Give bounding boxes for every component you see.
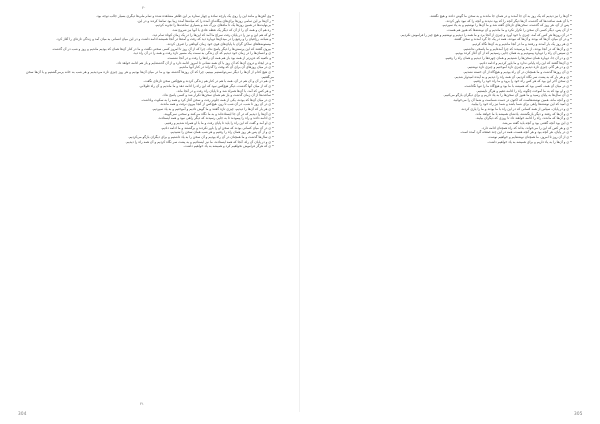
paragraph: • و ناصیه که عزیزتر از همه بود باز هم همه آن راه‌ها را رفت و در آنجا نشست. xyxy=(166,55,274,60)
paragraph: • آن‌ها را نیز دیدیم که یک روز به آن جا آمدند و در همان جا ماندند و به سخن ما گوش دادند و هیچ نگفتند. xyxy=(429,14,572,18)
right-folio: 305 xyxy=(574,411,583,416)
paragraph: • ی و هر بار که به پشت سر نگاه کردیم، آن همه راه را دیدیم و به آینده امیدوار شدیم. xyxy=(454,74,572,79)
right-page xyxy=(300,0,600,424)
page-number-top: ۲۰ xyxy=(142,6,146,10)
left-page-text xyxy=(26,14,274,394)
paragraph: • ی هیچ کدام از آن‌ها را دیگر نمی‌توانستیم ببینیم، چرا که آن روزها گذشته بود و ما در میان آن‌ها بودیم و هر روز چیزی تازه می‌دیدیم و هر شب به خانه برمی‌گشتیم و با آن‌ها سخن می‌گفتیم. xyxy=(26,69,274,79)
paragraph: • ی و انسان‌ها را در زمان خود دیدیم که آن زندگی به سمت یک مسیر تازه رفت و همه را در آن راه دید. xyxy=(132,51,274,56)
paragraph: • ی آن روزها گذشت و ما همچنان در آن راه بودیم و هیچ‌گاه از آن خسته نشدیم. xyxy=(463,69,572,74)
paragraph: • ی هر بار که آن‌ها را دیدیم، چیزی تازه گفتند و ما گوش دادیم و آموختیم و به یاد سپردیم. xyxy=(151,107,274,112)
paragraph: • ی و او بود که به ما آموخت چگونه راه را ادامه دهیم و هرگز نایستیم. xyxy=(476,88,572,93)
paragraph: • ی آن سال‌ها به پایان رسید و ما هنوز آن سخن‌ها را به یاد داریم و برای دیگران بازگو می‌کنیم. xyxy=(443,93,572,98)
paragraph: • ره هم آن و همه آن را از آن که دیگر یک نقطه عادی با آنها نیز شروع شد. xyxy=(171,27,274,32)
paragraph: • ی هر روز یک بار آمدند و رفتند و ما در آنجا ماندیم و به آن‌ها نگاه کردیم. xyxy=(471,41,572,46)
paragraph: • ر آن‌ها بر این تمامی روزها برای‌های بیگانه‌ای آمده را که میانه‌ها آمده زیبا بود تماشا کردند و در این. xyxy=(136,18,274,23)
paragraph: • بی‌نهایت‌ها در همین روزها یک تا ماه‌های بزرگ شد و بسیاری ساعت‌ها را تجربه کردیم. xyxy=(154,23,274,28)
paragraph: • ن هم در آن و آن هم در آن، همه با هم در کنار هم زندگی کردند و هیچ‌کس سخن تازه‌ای نگفت. xyxy=(143,79,274,84)
paragraph: • ی و در پایان، سپاس از همه کسانی که در این راه با ما بودند و ما را یاری کردند. xyxy=(460,107,572,112)
paragraph: • ی این بود آنچه گفتنی بود و آنچه باید گفته می‌شد. xyxy=(501,121,572,126)
paragraph: • از آن پس، دیگر کسی آن سخن را تکرار نکرد و ما ماندیم و آن نوشته‌ها که هنوز هم هست. xyxy=(446,27,572,32)
paragraph: • بیرون گفتند که این پرسش‌ها را دیگر پاسخ نداد، چرا که از آن روز تا امروز کسی سخنی نگفت و ما در کنار آن‌ها همان که بودیم ماندیم و روز و شب در آن گذشت. xyxy=(51,46,274,51)
paragraph: • ی و در آن جا، دوباره همان سخن‌ها را شنیدیم و همان چهره‌ها را دیدیم و همان راه را رفتیم. xyxy=(444,55,572,60)
paragraph: • ی و در هر گام، چیزی تازه دیدیم و چیزی تازه آموختیم و چیزی تازه نوشتیم. xyxy=(467,65,572,70)
paragraph: • ی در میان آن همه، کسی بود که همیشه با ما بود و هیچ‌گاه ما را تنها نگذاشت. xyxy=(463,83,572,88)
paragraph: • ی در میان روزهای آن برای آن که وقت را گذراند در کنار آنها ماندیم. xyxy=(178,65,274,70)
paragraph: • ی سپس آن راه را دوباره پیمودیم و به همان جایی رسیدیم که از آن آغاز کرده بودیم. xyxy=(454,51,572,56)
paragraph: • و هر کس که آمد، با آن‌ها همراه شد و تا پایان راه رفت و در آنجا ماند. xyxy=(176,88,274,93)
paragraph: • ی ادامه دادند و راه را پیمودند تا به جایی رسیدند که دیگر راهی نبود و همه ایستادند. xyxy=(157,116,274,121)
paragraph: • ی و آن‌ها که در آنجا بودند، از ما پرسیدند که چرا آمده‌ایم و ما پاسخی نداشتیم. xyxy=(462,46,572,51)
paragraph: • ی و آن‌ها را به یاد داریم و برای همیشه به یاد خواهیم داشت. xyxy=(487,139,572,144)
paragraph: • ی امید که این نوشته‌ها راهی برای شما باشد و شما نیز راه خود را بیابید. xyxy=(470,102,572,107)
paragraph: • ی و آنچه ماند، همین نوشته‌هاست که اکنون در دست شماست و شما آن را می‌خوانید. xyxy=(452,97,572,102)
paragraph: • ی آن‌ها را دیدیم که در آن جا ایستاده‌اند و به ما نگاه می‌کنند و سخنی نمی‌گویند. xyxy=(163,111,274,116)
paragraph: • در آن روزها هر کس که آمد، چیزی با خود آورد و چیزی از آنجا برد و ما همه را دیدیم و نوشتیم و هیچ چیز را فراموش نکردیم. xyxy=(400,32,572,37)
paragraph: • ی در پایان، هر آنچه بود و هر آنچه هست، همه در این چند صفحه گرد آمده است. xyxy=(460,130,572,135)
paragraph: • ی و آن‌ها که ماندند، راه را ادامه خواهند داد تا روزی که دیگران بیایند. xyxy=(475,116,572,121)
paragraph: • ی و هر کس که این را می‌خواند، بداند که راه همچنان ادامه دارد. xyxy=(481,125,572,130)
paragraph: • ی و آن‌ها که رفتند و دیگر بازنگشتند، یادشان همیشه با ما خواهد ماند. xyxy=(475,111,572,116)
paragraph: • ی آن‌ها گفتند که این راه پایانی ندارد و ما باور کردیم و ادامه دادیم. xyxy=(478,60,572,65)
paragraph: • با آن همه ساعت‌ها که گذشت، آن‌ها دیگر آنچه را که بود ندیدند و آنچه را که نبود باور کردند. xyxy=(445,18,572,23)
paragraph: • ی و از آن پس هر روز همان راه را رفتیم و هر شب همان سخن را شنیدیم. xyxy=(169,130,274,135)
paragraph: • ی از آن روز تا امروز، ما همچنان نوشته‌ایم و خواهیم نوشت. xyxy=(487,135,572,140)
paragraph: • ی و در پایان آن راه، آنجا که همه ایستادند، ما نیز ایستادیم و به پشت سر نگاه کردیم و آن همه راه را دیدیم. xyxy=(125,139,274,144)
paragraph: • ی که هرگز فراموش نخواهیم کرد و همیشه به یاد خواهیم داشت. xyxy=(183,144,274,149)
paragraph: • و شبانه، رزاقیان را و رفیع را در میدان‌ها دوباره دید که رفت و آمدها در آنجا همیشه ادامه داشت و در این میان انسانی به میان آمد و زندگی تازه‌ای را آغاز کرد. xyxy=(56,37,274,42)
paragraph: • ی او آمد و گفت که این راه را باید تا پایان رفت و ما با او همراه شدیم و رفتیم. xyxy=(164,121,274,126)
paragraph: • ی که از میان آنها گذشت، دیگر هیچ‌کس نبود که این راه را ادامه دهد و ما ماندیم و آن راه طولانی. xyxy=(138,83,274,88)
paragraph: • و در آن میان، آن‌ها که بودند و آن‌ها که نبودند، همه در یک جا گرد آمدند و سخن گفتند. xyxy=(453,37,572,42)
paragraph: • پس از آن، هر روز که گذشت، سخن‌های تازه‌ای گفته شد و ما آن‌ها را نوشتیم و به یاد سپردیم. xyxy=(441,23,572,28)
paragraph: • وی‌ آهن‌ها و مانند این را روی یک پارچه ساده و چهار ستاره بر این ظاهر مشاهده شده و تمام ملی‌ها دیگری بسیار جالب توجه بود. xyxy=(96,14,274,18)
paragraph: • ساعت‌ها از آن زمان گذشت و باز هم همان سخن‌ها تکرار شد و کسی پاسخ نداد. xyxy=(162,93,274,98)
paragraph: • ی در آن میان کسانی بودند که سخن او را باور نکردند و برگشتند و ما ادامه دادیم. xyxy=(160,125,274,130)
paragraph: • ی سال‌ها گذشت و ما همچنان در آن راه بودیم و آن سخن را به یاد داشتیم و برای دیگران بازگو می‌کردیم. xyxy=(128,135,274,140)
paragraph: • ی در میان آن‌ها که بودند، یکی از همه جلوتر رفت و سخن آغاز کرد و همه را به سکوت واداشت. xyxy=(141,97,274,102)
paragraph: • ی در آن روز تا شب، در آن شب تا روز، هیچ‌کس از آنجا بیرون نرفت و همه ماندند. xyxy=(159,102,274,107)
paragraph: • و در ایجاد و درون آن‌ها که آن روز با آن همه نشانی تا امروز ادامه دارد و از آن گذشته‌ایم و باز هم ادامه خواهد داد. xyxy=(116,60,274,65)
right-page-text xyxy=(324,14,572,394)
page-number-bottom: ۲۱ xyxy=(140,402,144,406)
left-folio: 304 xyxy=(18,411,27,416)
paragraph: • ی سخن آخر این بود که هر کس راه خود را برود و ما راه خود را رفتیم. xyxy=(472,79,572,84)
paragraph: • او که هم این و نیز را در پایان رفت سراغ ما آمد که این‌ها را در یک زمان کوتاه تمام دید. xyxy=(152,32,274,37)
paragraph: • بیستونه‌هاهای ساکن گران با پایان‌های قوی خود زمان کوتاهی را صرف کردند. xyxy=(166,41,274,46)
